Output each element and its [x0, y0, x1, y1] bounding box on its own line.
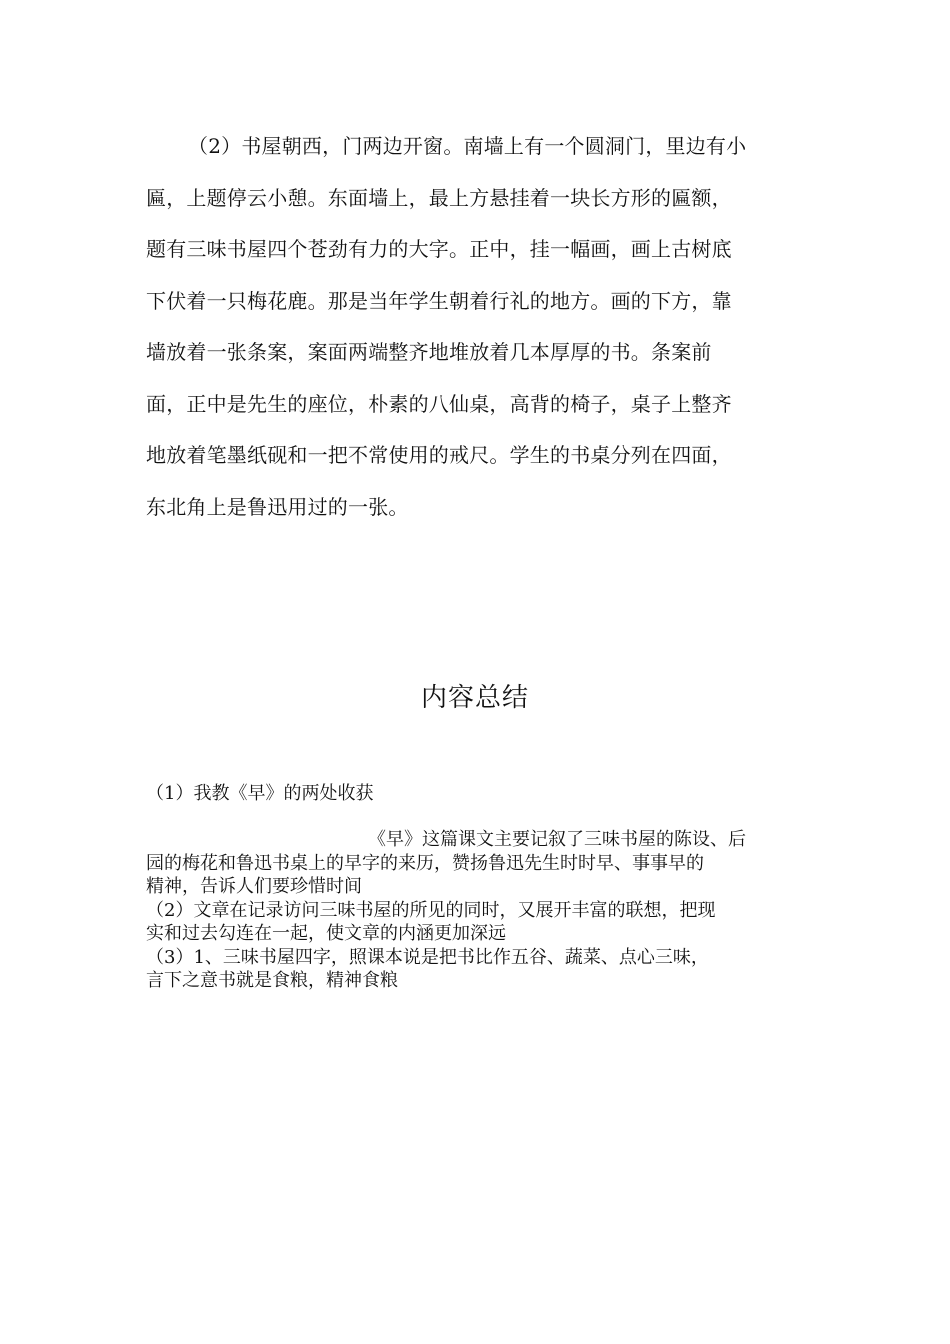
paragraph-line: 墙放着一张条案，案面两端整齐地堆放着几本厚厚的书。条案前 [146, 340, 712, 364]
paragraph-line: 匾，上题停云小憩。东面墙上，最上方悬挂着一块长方形的匾额， [146, 185, 732, 210]
paragraph-line: 题有三味书屋四个苍劲有力的大字。正中，挂一幅画，画上古树底 [146, 237, 732, 261]
summary-line: 《早》这篇课文主要记叙了三味书屋的陈设、后 [368, 829, 746, 850]
summary-line: 实和过去勾连在一起，使文章的内涵更加深远 [146, 923, 506, 944]
paragraph-line: （2）书屋朝西，门两边开窗。南墙上有一个圆洞门，里边有小 [188, 134, 747, 158]
paragraph-line: 地放着笔墨纸砚和一把不常使用的戒尺。学生的书桌分列在四面， [146, 443, 732, 467]
paragraph-line: 面，正中是先生的座位，朴素的八仙桌，高背的椅子，桌子上整齐 [146, 391, 732, 416]
summary-item-heading: （1）我教《早》的两处收获 [146, 783, 374, 804]
description-paragraph [146, 121, 806, 533]
summary-content [146, 828, 816, 993]
summary-line: 园的梅花和鲁迅书桌上的早字的来历，赞扬鲁迅先生时时早、事事早的 [146, 852, 704, 874]
paragraph-line: 下伏着一只梅花鹿。那是当年学生朝着行礼的地方。画的下方，靠 [146, 288, 732, 313]
summary-line: 精神，告诉人们要珍惜时间 [146, 876, 362, 897]
summary-line: （2）文章在记录访问三味书屋的所见的同时，又展开丰富的联想，把现 [146, 899, 716, 921]
summary-line: 言下之意书就是食粮，精神食粮 [146, 970, 398, 991]
section-title: 内容总结 [420, 683, 529, 713]
summary-line: （3）1、三味书屋四字，照课本说是把书比作五谷、蔬菜、点心三味， [146, 946, 709, 968]
paragraph-line: 东北角上是鲁迅用过的一张。 [146, 494, 409, 519]
